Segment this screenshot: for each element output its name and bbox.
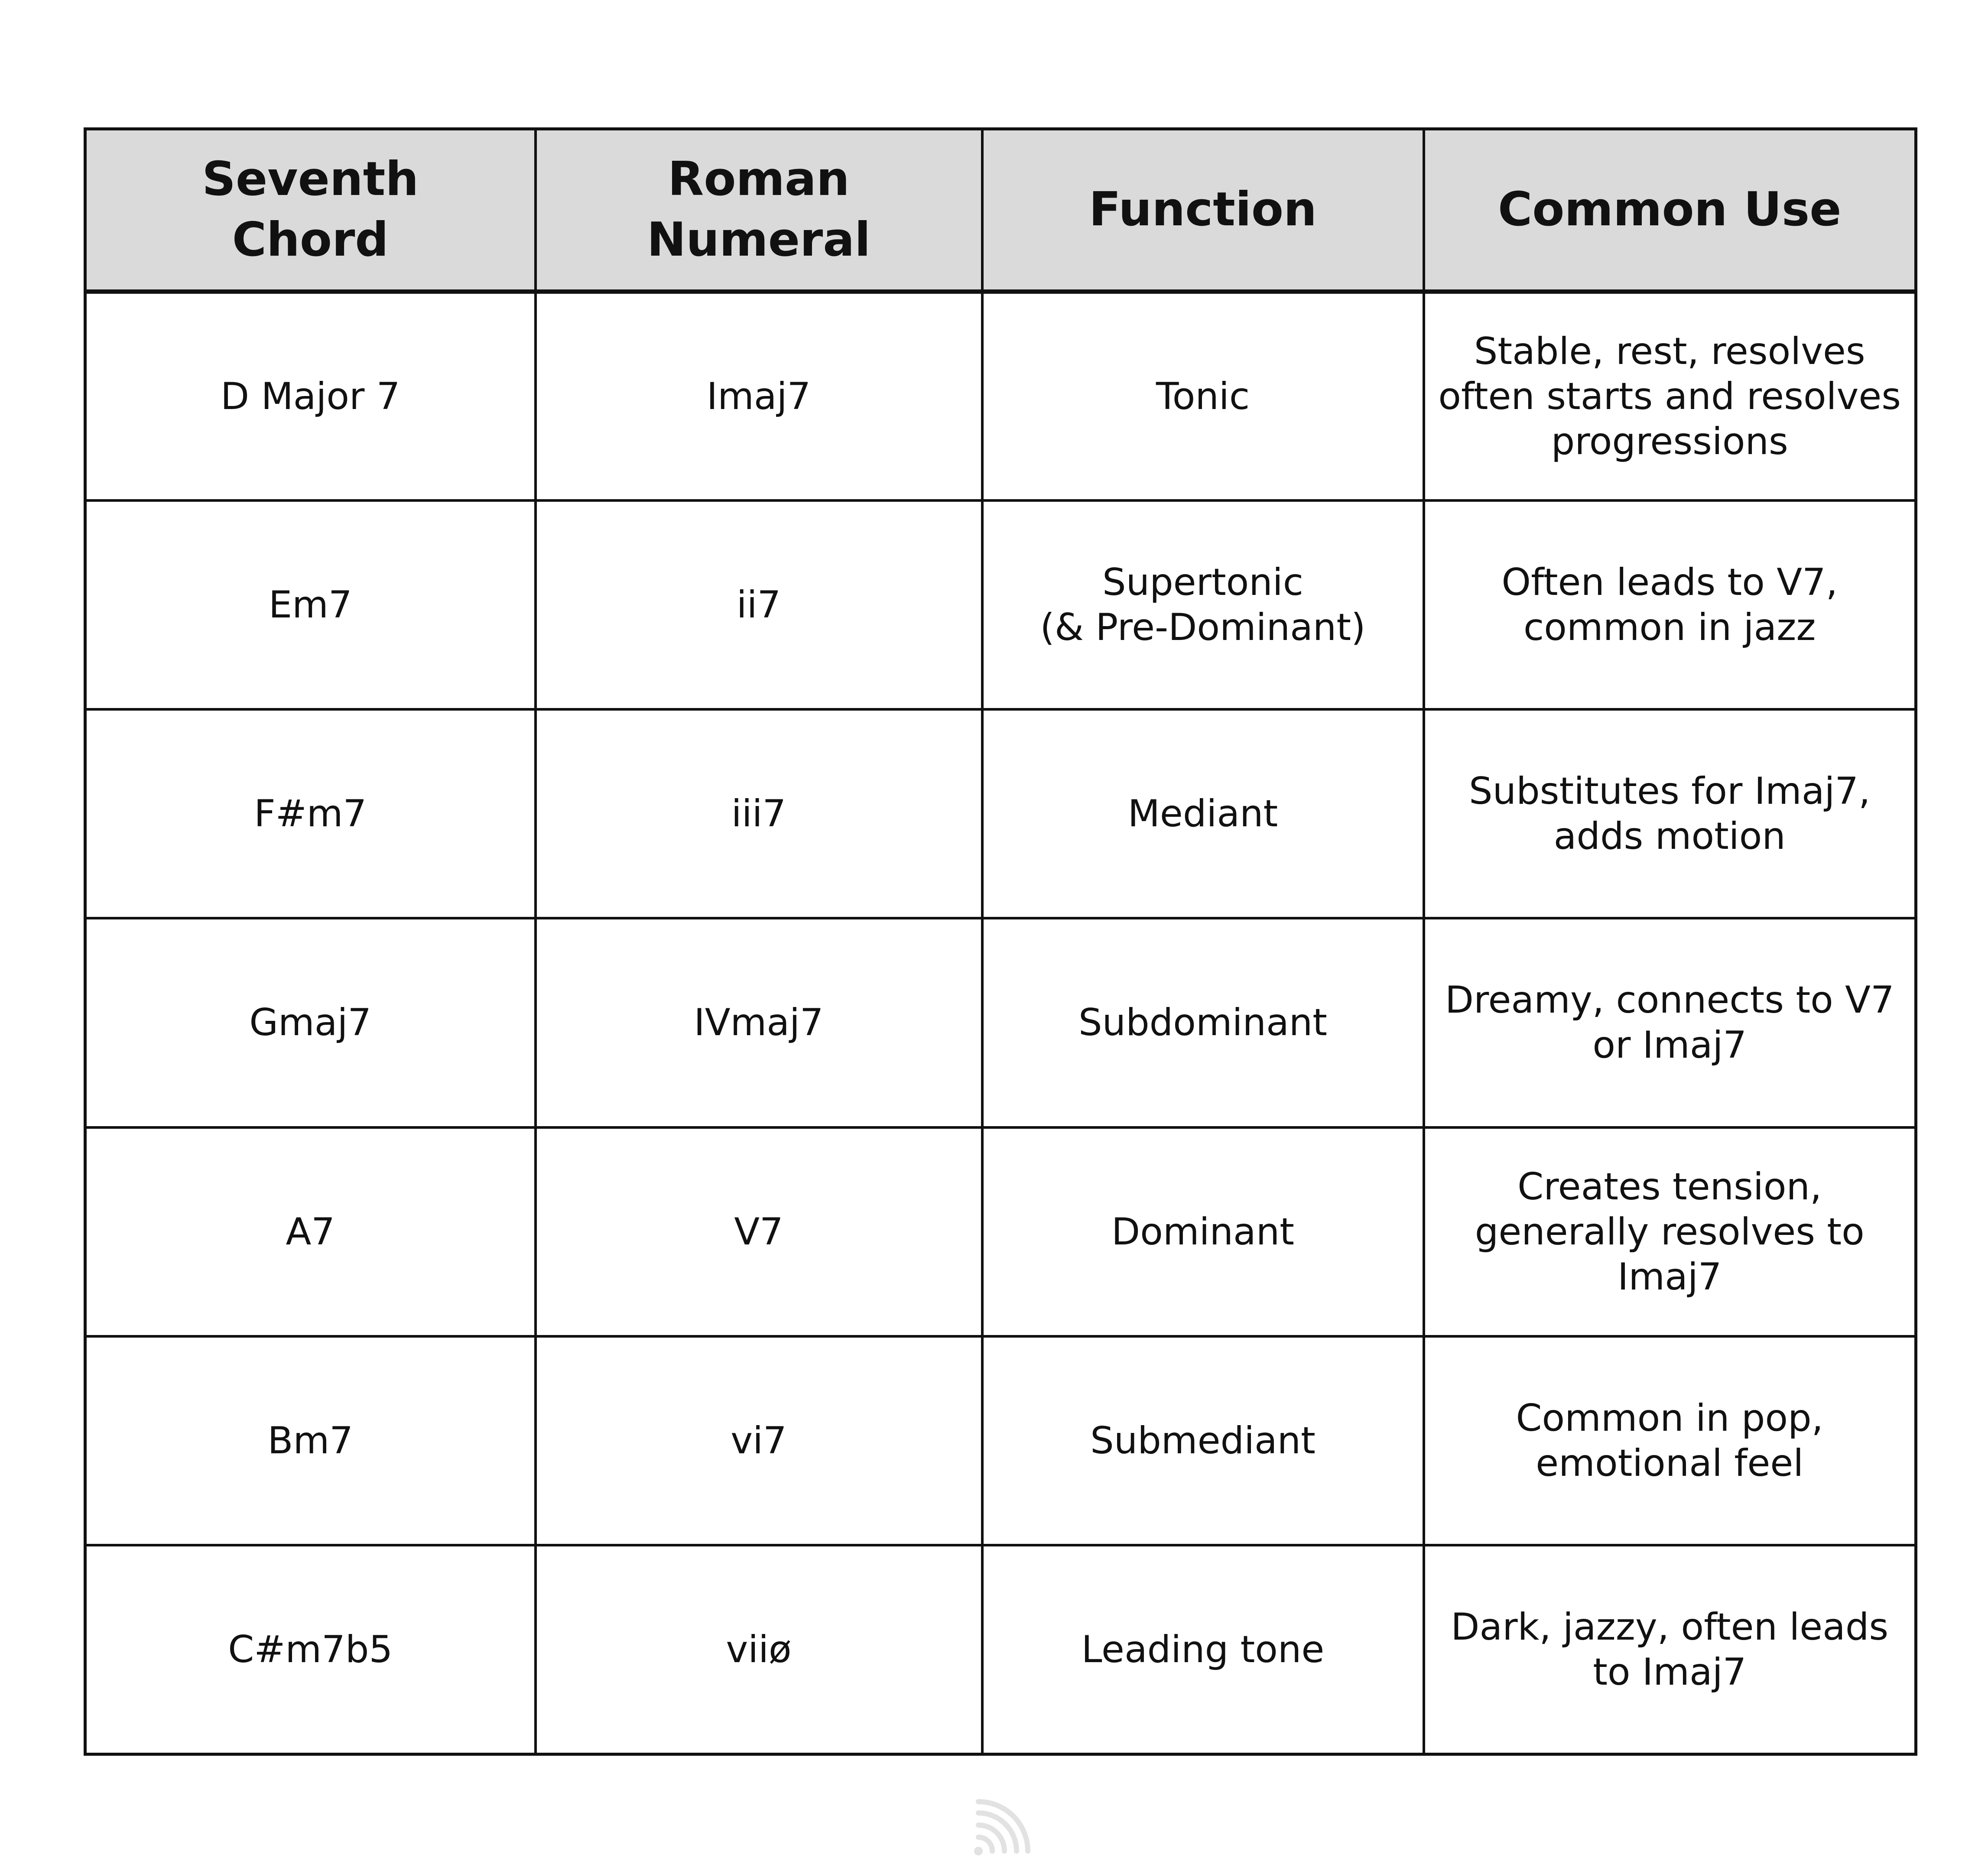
header-common-use: Common Use <box>1424 129 1916 292</box>
header-function: Function <box>982 129 1424 292</box>
chord-table-container <box>84 127 1914 1756</box>
cell-common-use: Creates tension, generally resolves to Imaj7 <box>1424 1127 1916 1336</box>
cell-roman-numeral: ii7 <box>536 500 982 709</box>
cell-chord: Bm7 <box>85 1336 536 1545</box>
header-row <box>85 129 1916 292</box>
cell-roman-numeral: V7 <box>536 1127 982 1336</box>
cell-function: Submediant <box>982 1336 1424 1545</box>
cell-chord: D Major 7 <box>85 292 536 500</box>
cell-chord: C#m7b5 <box>85 1545 536 1754</box>
header-roman-numeral: Roman Numeral <box>536 129 982 292</box>
table-row <box>85 292 1916 500</box>
table-row <box>85 1545 1916 1754</box>
header-seventh-chord: Seventh Chord <box>85 129 536 292</box>
signal-waves-icon <box>967 1797 1032 1862</box>
seventh-chord-table <box>84 127 1917 1756</box>
cell-function: Tonic <box>982 292 1424 500</box>
cell-common-use: Dreamy, connects to V7 or Imaj7 <box>1424 918 1916 1127</box>
cell-roman-numeral: Imaj7 <box>536 292 982 500</box>
table-row <box>85 1336 1916 1545</box>
cell-roman-numeral: viiø <box>536 1545 982 1754</box>
cell-common-use: Common in pop, emotional feel <box>1424 1336 1916 1545</box>
cell-function: Leading tone <box>982 1545 1424 1754</box>
table-row <box>85 1127 1916 1336</box>
cell-function: Dominant <box>982 1127 1424 1336</box>
cell-roman-numeral: iii7 <box>536 709 982 918</box>
cell-chord: Em7 <box>85 500 536 709</box>
cell-function: Supertonic (& Pre-Dominant) <box>982 500 1424 709</box>
cell-roman-numeral: vi7 <box>536 1336 982 1545</box>
cell-common-use: Often leads to V7, common in jazz <box>1424 500 1916 709</box>
cell-chord: Gmaj7 <box>85 918 536 1127</box>
cell-common-use: Substitutes for Imaj7, adds motion <box>1424 709 1916 918</box>
table-row <box>85 918 1916 1127</box>
cell-common-use: Dark, jazzy, often leads to Imaj7 <box>1424 1545 1916 1754</box>
cell-function: Mediant <box>982 709 1424 918</box>
cell-roman-numeral: IVmaj7 <box>536 918 982 1127</box>
cell-function: Subdominant <box>982 918 1424 1127</box>
cell-chord: F#m7 <box>85 709 536 918</box>
cell-common-use: Stable, rest, resolves often starts and resolves progressions <box>1424 292 1916 500</box>
cell-chord: A7 <box>85 1127 536 1336</box>
table-row <box>85 500 1916 709</box>
table-row <box>85 709 1916 918</box>
